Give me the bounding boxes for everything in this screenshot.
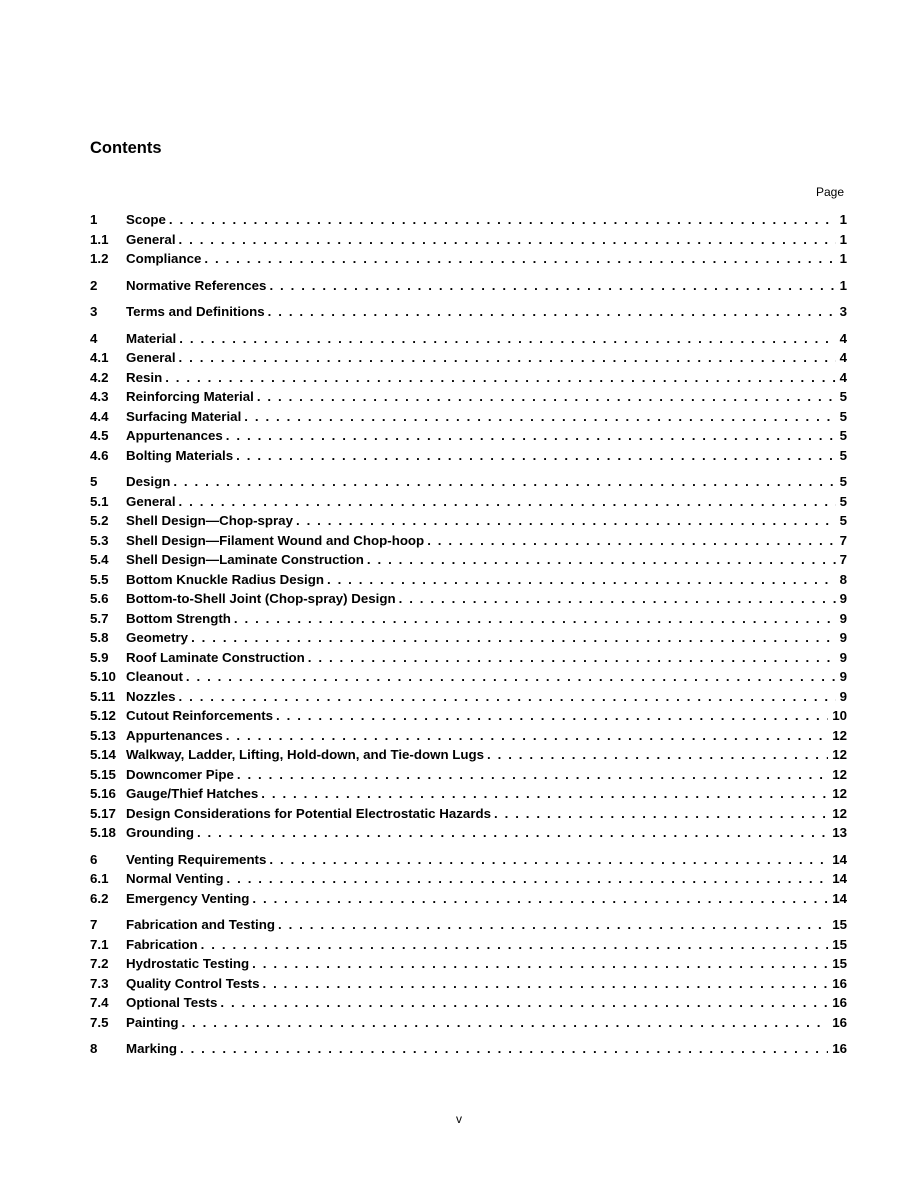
toc-entry-number: 4	[90, 330, 98, 346]
toc-entry[interactable]	[90, 823, 847, 843]
toc-entry-page: 9	[839, 630, 847, 645]
toc-entry-page: 16	[832, 1014, 847, 1030]
toc-dot-leader	[226, 426, 836, 446]
toc-entry-page: 10	[832, 708, 847, 723]
toc-entry[interactable]	[90, 589, 847, 609]
toc-entry[interactable]	[90, 446, 847, 466]
toc-entry-title: Fabrication	[126, 936, 198, 952]
toc-dot-leader	[427, 531, 835, 551]
toc-entry-page: 1	[839, 277, 847, 293]
toc-entry-page: 15	[832, 936, 847, 952]
toc-entry-number: 4.1	[90, 350, 109, 365]
toc-entry-number: 5.1	[90, 493, 109, 509]
toc-dot-leader	[191, 628, 836, 648]
toc-dot-leader	[179, 687, 836, 707]
page-title: Contents	[90, 139, 162, 157]
toc-entry[interactable]	[90, 407, 847, 427]
toc-entry-page: 5	[839, 474, 847, 489]
toc-entry-number: 5.15	[90, 766, 116, 782]
toc-entry[interactable]	[90, 609, 847, 629]
toc-entry[interactable]	[90, 745, 847, 765]
toc-dot-leader	[257, 387, 836, 407]
toc-entry-page: 5	[839, 493, 847, 509]
toc-entry-number: 5.2	[90, 513, 109, 528]
toc-dot-leader	[220, 993, 828, 1013]
toc-entry[interactable]	[90, 511, 847, 531]
toc-entry-page: 9	[839, 649, 847, 665]
toc-entry[interactable]	[90, 1013, 847, 1033]
toc-dot-leader	[262, 974, 828, 994]
toc-entry-title: Walkway, Ladder, Lifting, Hold-down, and Tie-down Lugs	[126, 747, 485, 762]
toc-entry-number: 5.14	[90, 747, 116, 762]
toc-entry-number: 5	[90, 474, 98, 489]
toc-entry-number: 5.13	[90, 727, 116, 743]
toc-entry-title: Fabrication and Testing	[126, 917, 275, 932]
toc-dot-leader	[276, 706, 828, 726]
toc-entry[interactable]	[90, 889, 847, 909]
toc-entry-number: 4.2	[90, 369, 109, 385]
toc-entry-page: 9	[839, 610, 847, 626]
toc-entry-number: 1	[90, 212, 98, 227]
toc-entry-page: 14	[832, 890, 847, 906]
toc-entry[interactable]	[90, 276, 847, 296]
toc-entry-number: 4.6	[90, 447, 109, 463]
toc-entry-page: 9	[839, 591, 847, 606]
toc-entry[interactable]	[90, 667, 847, 687]
toc-entry-title: Design	[126, 474, 171, 489]
toc-dot-leader	[269, 850, 828, 870]
toc-entry-number: 3	[90, 304, 98, 319]
toc-entry-title: General	[126, 350, 176, 365]
toc-section-group	[90, 210, 847, 269]
toc-dot-leader	[269, 276, 835, 296]
toc-entry[interactable]	[90, 784, 847, 804]
toc-entry-title: Shell Design—Laminate Construction	[126, 552, 364, 567]
toc-section-group	[90, 915, 847, 1032]
toc-dot-leader	[227, 869, 829, 889]
toc-entry-number: 5.17	[90, 805, 116, 821]
toc-entry-page: 15	[832, 917, 847, 932]
toc-entry-page: 1	[839, 212, 847, 227]
toc-entry-title: Compliance	[126, 251, 202, 266]
toc-entry-number: 5.5	[90, 571, 109, 587]
toc-dot-leader	[268, 302, 836, 322]
toc-entry[interactable]	[90, 648, 847, 668]
toc-dot-leader	[180, 1039, 828, 1059]
toc-dot-leader	[296, 511, 836, 531]
toc-entry-page: 9	[839, 688, 847, 704]
toc-dot-leader	[204, 249, 835, 269]
toc-entry-number: 7.2	[90, 956, 109, 971]
toc-entry[interactable]	[90, 302, 847, 322]
toc-entry-title: Emergency Venting	[126, 890, 250, 906]
toc-entry-number: 8	[90, 1041, 98, 1056]
toc-entry-title: Quality Control Tests	[126, 975, 260, 991]
toc-entry-number: 5.6	[90, 591, 109, 606]
toc-entry-title: Bolting Materials	[126, 447, 234, 463]
toc-entry-page: 9	[839, 669, 847, 684]
toc-entry-title: Hydrostatic Testing	[126, 956, 250, 971]
toc-entry-number: 4.5	[90, 428, 109, 443]
toc-entry-title: Shell Design—Chop-spray	[126, 513, 293, 528]
toc-entry[interactable]	[90, 706, 847, 726]
toc-entry-number: 7.3	[90, 975, 109, 991]
page-column-label: Page	[815, 185, 844, 199]
toc-entry-number: 6.1	[90, 871, 109, 886]
toc-entry[interactable]	[90, 348, 847, 368]
toc-entry-page: 1	[839, 251, 847, 266]
toc-dot-leader	[173, 472, 835, 492]
toc-entry-title: General	[126, 493, 176, 509]
toc-entry[interactable]	[90, 472, 847, 492]
toc-entry-page: 15	[832, 956, 847, 971]
page-number-footer: v	[456, 1112, 462, 1126]
toc-dot-leader	[181, 1013, 828, 1033]
toc-entry-title: Material	[126, 330, 177, 346]
toc-entry-title: Shell Design—Filament Wound and Chop-hoop	[126, 532, 425, 548]
toc-entry-title: Roof Laminate Construction	[126, 649, 305, 665]
toc-entry[interactable]	[90, 954, 847, 974]
toc-entry-page: 5	[839, 447, 847, 463]
toc-entry-title: Downcomer Pipe	[126, 766, 234, 782]
toc-dot-leader	[399, 589, 836, 609]
toc-dot-leader	[179, 329, 835, 349]
toc-entry-title: Venting Requirements	[126, 851, 267, 867]
toc-dot-leader	[261, 784, 828, 804]
toc-entry-number: 7.1	[90, 936, 109, 952]
toc-entry-title: Reinforcing Material	[126, 389, 254, 404]
toc-dot-leader	[367, 550, 836, 570]
toc-entry-number: 6.2	[90, 890, 109, 906]
toc-entry-page: 5	[839, 389, 847, 404]
toc-entry-page: 12	[832, 747, 847, 762]
toc-dot-leader	[186, 667, 836, 687]
toc-entry-title: Design Considerations for Potential Electrostatic Hazards	[126, 805, 492, 821]
toc-entry-page: 12	[832, 786, 847, 801]
toc-entry-title: Nozzles	[126, 688, 176, 704]
toc-dot-leader	[179, 348, 836, 368]
toc-dot-leader	[487, 745, 828, 765]
toc-section-group	[90, 1039, 847, 1059]
toc-entry[interactable]	[90, 249, 847, 269]
toc-dot-leader	[494, 804, 828, 824]
toc-section-group	[90, 850, 847, 909]
toc-entry-page: 16	[832, 1041, 847, 1056]
toc-entry[interactable]	[90, 687, 847, 707]
toc-entry[interactable]	[90, 1039, 847, 1059]
toc-entry-page: 3	[839, 304, 847, 319]
toc-entry-title: Gauge/Thief Hatches	[126, 786, 259, 801]
toc-entry-page: 4	[839, 369, 847, 385]
toc-entry-title: Terms and Definitions	[126, 304, 265, 319]
toc-entry[interactable]	[90, 850, 847, 870]
toc-entry[interactable]	[90, 869, 847, 889]
toc-section-group	[90, 472, 847, 843]
toc-entry-title: Geometry	[126, 630, 189, 645]
toc-entry-title: Resin	[126, 369, 163, 385]
toc-entry-number: 5.10	[90, 669, 116, 684]
toc-entry-title: Normal Venting	[126, 871, 224, 886]
toc-entry[interactable]	[90, 368, 847, 388]
table-of-contents	[90, 210, 847, 1066]
toc-entry-number: 4.4	[90, 408, 109, 424]
toc-entry-title: Bottom Strength	[126, 610, 231, 626]
toc-dot-leader	[226, 726, 828, 746]
toc-section-group	[90, 302, 847, 322]
toc-entry[interactable]	[90, 230, 847, 250]
toc-entry-title: Bottom-to-Shell Joint (Chop-spray) Design	[126, 591, 396, 606]
toc-entry[interactable]	[90, 726, 847, 746]
toc-dot-leader	[201, 935, 829, 955]
toc-entry-page: 5	[839, 428, 847, 443]
toc-entry-number: 5.11	[90, 688, 116, 704]
toc-entry[interactable]	[90, 492, 847, 512]
toc-entry-number: 7.5	[90, 1014, 109, 1030]
toc-dot-leader	[179, 492, 836, 512]
toc-entry-page: 12	[832, 727, 847, 743]
toc-entry-number: 5.18	[90, 825, 116, 840]
toc-entry-page: 5	[839, 408, 847, 424]
toc-entry-page: 7	[839, 532, 847, 548]
toc-entry-number: 5.12	[90, 708, 116, 723]
toc-entry[interactable]	[90, 935, 847, 955]
toc-entry[interactable]	[90, 993, 847, 1013]
toc-dot-leader	[237, 765, 828, 785]
toc-entry-title: Scope	[126, 212, 166, 227]
toc-section-group	[90, 329, 847, 466]
toc-entry-title: Surfacing Material	[126, 408, 242, 424]
toc-entry-number: 5.7	[90, 610, 109, 626]
toc-entry[interactable]	[90, 550, 847, 570]
toc-entry-title: Cleanout	[126, 669, 183, 684]
toc-entry-number: 7	[90, 917, 98, 932]
toc-entry[interactable]	[90, 210, 847, 230]
toc-entry[interactable]	[90, 570, 847, 590]
toc-dot-leader	[236, 446, 835, 466]
toc-entry-number: 6	[90, 851, 98, 867]
toc-entry-page: 16	[832, 995, 847, 1010]
toc-entry-number: 2	[90, 277, 98, 293]
toc-dot-leader	[244, 407, 835, 427]
toc-entry-page: 12	[832, 805, 847, 821]
toc-entry-number: 5.8	[90, 630, 109, 645]
toc-entry-page: 5	[839, 513, 847, 528]
toc-dot-leader	[252, 889, 828, 909]
toc-entry-title: Grounding	[126, 825, 194, 840]
toc-entry[interactable]	[90, 628, 847, 648]
toc-entry-number: 7.4	[90, 995, 109, 1010]
toc-entry-title: Appurtenances	[126, 727, 223, 743]
toc-entry[interactable]	[90, 426, 847, 446]
toc-dot-leader	[252, 954, 828, 974]
toc-entry-page: 14	[832, 851, 847, 867]
toc-entry-title: Marking	[126, 1041, 177, 1056]
toc-entry-title: Cutout Reinforcements	[126, 708, 274, 723]
toc-entry-page: 4	[839, 330, 847, 346]
toc-entry[interactable]	[90, 387, 847, 407]
toc-entry-number: 1.2	[90, 251, 109, 266]
toc-dot-leader	[197, 823, 828, 843]
toc-entry-number: 4.3	[90, 389, 109, 404]
toc-dot-leader	[165, 368, 835, 388]
toc-entry-page: 14	[832, 871, 847, 886]
toc-entry[interactable]	[90, 915, 847, 935]
toc-entry-number: 5.3	[90, 532, 109, 548]
toc-entry-number: 5.16	[90, 786, 116, 801]
toc-entry-number: 5.4	[90, 552, 109, 567]
toc-entry-title: Optional Tests	[126, 995, 218, 1010]
toc-entry-number: 1.1	[90, 231, 109, 247]
toc-dot-leader	[234, 609, 836, 629]
toc-dot-leader	[179, 230, 836, 250]
toc-entry[interactable]	[90, 804, 847, 824]
toc-entry[interactable]	[90, 974, 847, 994]
toc-dot-leader	[308, 648, 836, 668]
toc-section-group	[90, 276, 847, 296]
toc-entry-page: 12	[832, 766, 847, 782]
toc-entry-page: 8	[839, 571, 847, 587]
toc-entry-title: Bottom Knuckle Radius Design	[126, 571, 324, 587]
toc-entry-title: Appurtenances	[126, 428, 223, 443]
toc-entry-title: General	[126, 231, 176, 247]
toc-entry-page: 4	[839, 350, 847, 365]
toc-entry-page: 7	[839, 552, 847, 567]
toc-entry-page: 16	[832, 975, 847, 991]
toc-dot-leader	[327, 570, 836, 590]
toc-entry-title: Normative References	[126, 277, 267, 293]
toc-dot-leader	[278, 915, 828, 935]
toc-entry[interactable]	[90, 329, 847, 349]
toc-entry-page: 13	[832, 825, 847, 840]
toc-entry[interactable]	[90, 531, 847, 551]
toc-entry-title: Painting	[126, 1014, 179, 1030]
toc-entry-number: 5.9	[90, 649, 109, 665]
toc-entry-page: 1	[839, 231, 847, 247]
toc-entry[interactable]	[90, 765, 847, 785]
toc-dot-leader	[169, 210, 836, 230]
